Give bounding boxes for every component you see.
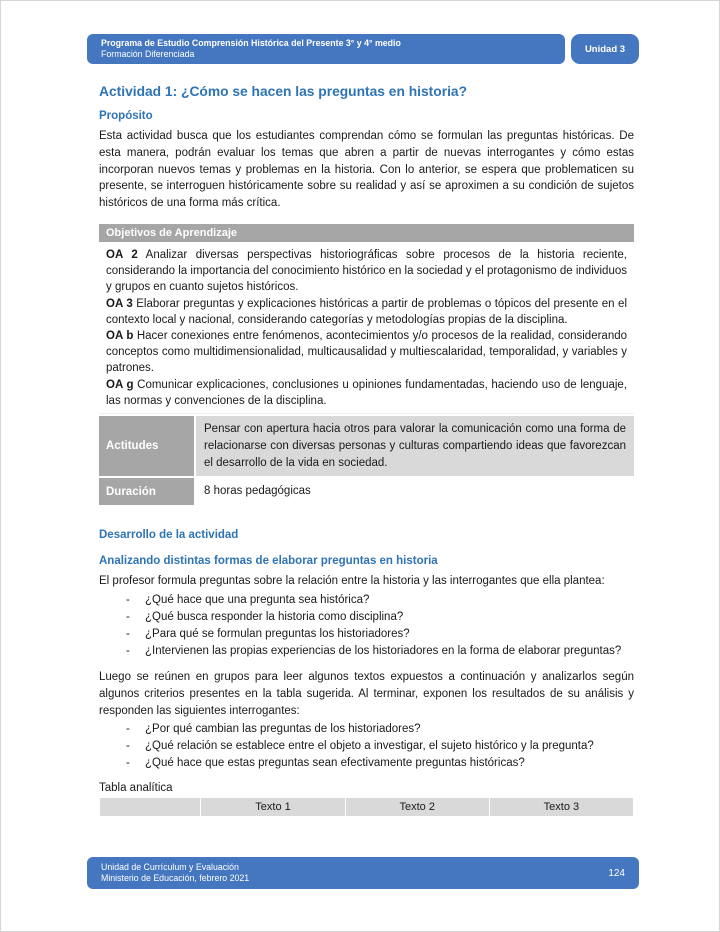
objective-code: OA 2 (106, 248, 138, 261)
objective-text: Hacer conexiones entre fenómenos, acontecimientos y/o procesos de la realidad, considerando conceptos como multidimensionalidad, multicausalidad y multiescalaridad, temporalidad, y variables y patrones. (106, 330, 628, 375)
objectives-list (99, 244, 634, 414)
dash-marker: - (126, 723, 130, 736)
objective-item (106, 377, 627, 409)
objective-item (106, 247, 627, 296)
unit-badge: Unidad 3 (571, 34, 639, 64)
duracion-row (99, 478, 634, 505)
analytic-col-header: Texto 2 (345, 798, 489, 817)
dash-marker: - (126, 628, 130, 640)
analytic-header-row (100, 798, 634, 817)
analytic-empty-cell (100, 798, 201, 817)
dash-marker: - (126, 611, 130, 623)
actitudes-text: Pensar con apertura hacia otros para valorar la comunicación como una forma de relacionarse con diversas personas y culturas compartiendo ideas que favorezcan el desarrollo de la vida en sociedad. (196, 416, 634, 476)
objective-code: OA b (106, 330, 134, 342)
objective-text: Elaborar preguntas y explicaciones históricas a partir de problemas o tópicos del presente en el contexto local y nacional, considerando categorías y metodologías propias de la disciplina. (106, 297, 628, 326)
desarrollo-paragraph-2: Luego se reúnen en grupos para leer algunos textos expuestos a continuación y analizarlos según algunos criterios presentes en la tabla sugerida. Al terminar, exponen los resultados de su análisis y responden las siguientes interrogantes: (99, 671, 634, 717)
duracion-label: Duración (99, 478, 194, 505)
list-item (99, 643, 634, 660)
program-header-bar (87, 34, 565, 64)
analytic-col-header: Texto 3 (489, 798, 633, 817)
proposito-paragraph: Esta actividad busca que los estudiantes comprendan cómo se formulan las preguntas históricas. De esta manera, podrán evaluar los temas que abren a partir de nuevas interrogantes y cómo estas incorporan nuevos temas y problemas en la historia. Con lo anterior, se espera que problematicen su presente, se interroguen históricamente sobre su realidad y así se aproximen a su condición de sujetos históricos de una forma más crítica. (99, 130, 634, 210)
desarrollo-subheading: Analizando distintas formas de elaborar preguntas en historia (99, 555, 438, 568)
page-content (99, 84, 634, 817)
footer-ministry: Ministerio de Educación, febrero 2021 (101, 873, 250, 883)
question-text: ¿Qué hace que estas preguntas sean efectivamente preguntas históricas? (145, 757, 525, 770)
page-number: 124 (608, 867, 625, 879)
objective-text: Analizar diversas perspectivas historiográficas sobre procesos de la historia reciente, considerando la importancia del conocimiento histórico en la sociedad y el protagonismo de individuos y grupos en cuanto sujetos históricos. (106, 248, 628, 294)
desarrollo-intro: El profesor formula preguntas sobre la relación entre la historia y las interrogantes que ella plantea: (99, 575, 605, 588)
duracion-text: 8 horas pedagógicas (196, 478, 634, 505)
question-text: ¿Qué relación se establece entre el objeto a investigar, el sujeto histórico y la pregunta? (145, 740, 594, 753)
question-text: ¿Qué busca responder la historia como disciplina? (145, 611, 404, 623)
dash-marker: - (126, 645, 130, 657)
actitudes-row (99, 416, 634, 476)
dash-marker: - (126, 740, 130, 753)
analytic-table (99, 797, 634, 817)
question-text: ¿Intervienen las propias experiencias de los historiadores en la forma de elaborar preguntas? (145, 645, 622, 657)
objective-item (106, 328, 627, 377)
footer-text (101, 862, 249, 884)
page-header (87, 34, 639, 64)
analytic-col-header: Texto 1 (201, 798, 345, 817)
list-item (99, 626, 634, 643)
program-subtitle: Formación Diferenciada (101, 49, 195, 59)
question-text: ¿Para qué se formulan preguntas los historiadores? (145, 628, 410, 640)
dash-marker: - (126, 757, 130, 770)
objective-code: OA g (106, 378, 134, 391)
list-item (99, 721, 634, 738)
footer-org: Unidad de Currículum y Evaluación (101, 862, 239, 872)
list-item (99, 592, 634, 609)
question-list-1 (99, 592, 634, 660)
objective-item (106, 296, 627, 328)
objective-text: Comunicar explicaciones, conclusiones u opiniones fundamentadas, haciendo uso de lenguaje, las normas y convenciones de la disciplina. (106, 378, 628, 407)
desarrollo-heading: Desarrollo de la actividad (99, 529, 239, 542)
proposito-heading: Propósito (99, 110, 153, 122)
objectives-table (99, 224, 634, 505)
question-text: ¿Qué hace que una pregunta sea histórica? (145, 594, 370, 606)
program-title: Programa de Estudio Comprensión Histórica del Presente 3° y 4° medio (101, 38, 401, 48)
dash-marker: - (126, 594, 130, 606)
objectives-table-header: Objetivos de Aprendizaje (99, 224, 634, 242)
page-footer (87, 857, 639, 889)
list-item (99, 609, 634, 626)
list-item (99, 738, 634, 755)
analytic-table-caption: Tabla analítica (99, 782, 173, 795)
actitudes-label: Actitudes (99, 416, 194, 476)
objective-code: OA 3 (106, 297, 133, 310)
list-item (99, 755, 634, 772)
activity-title: Actividad 1: ¿Cómo se hacen las preguntas en historia? (99, 84, 468, 99)
question-list-2 (99, 721, 634, 772)
question-text: ¿Por qué cambian las preguntas de los historiadores? (145, 723, 421, 736)
